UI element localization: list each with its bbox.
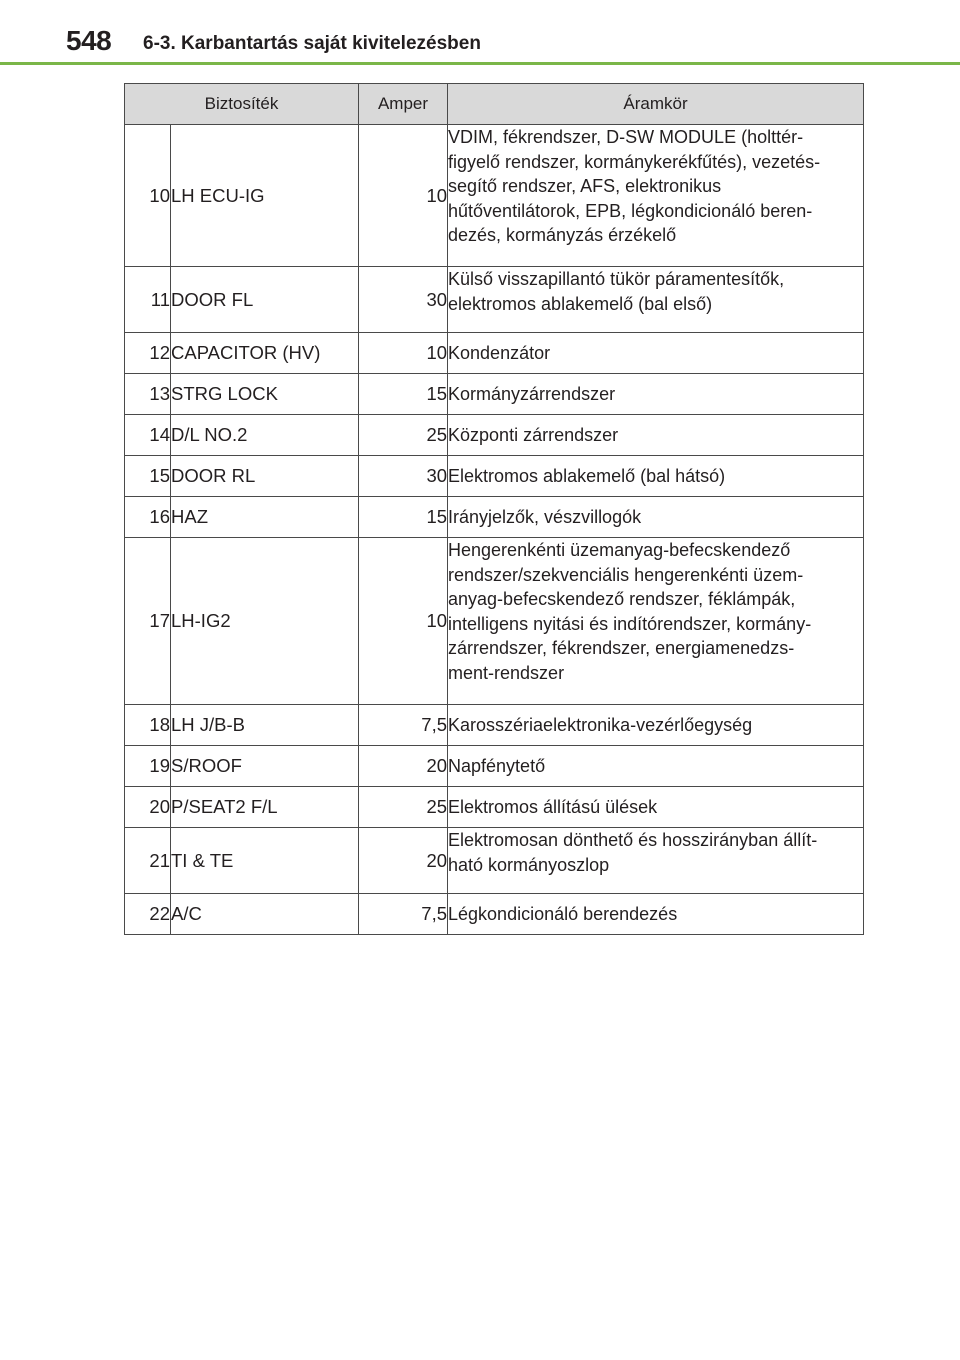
table-row — [125, 828, 864, 894]
fuse-number: 19 — [125, 746, 171, 787]
fuse-number: 15 — [125, 456, 171, 497]
table-row — [125, 787, 864, 828]
fuse-circuit: Hengerenkénti üzemanyag-befecskendező rendszer/szekvenciális hengerenkénti üzem- anyag-befecskendező rendszer, féklámpák, intelligens nyitási és indítórendszer, kormány- zárrendszer, fékrendszer, energiamenedzs- ment-rendszer — [448, 538, 864, 705]
table-row — [125, 267, 864, 333]
fuse-ampere: 20 — [359, 828, 448, 894]
fuse-ampere: 25 — [359, 415, 448, 456]
table-row — [125, 538, 864, 705]
fuse-table — [124, 83, 864, 935]
fuse-circuit: Karosszériaelektronika-vezérlőegység — [448, 705, 864, 746]
fuse-ampere: 10 — [359, 333, 448, 374]
fuse-number: 10 — [125, 125, 171, 267]
table-row — [125, 497, 864, 538]
fuse-circuit: Külső visszapillantó tükör páramentesítők, elektromos ablakemelő (bal első) — [448, 267, 864, 333]
column-header-circuit: Áramkör — [448, 84, 864, 125]
fuse-circuit: Elektromos ablakemelő (bal hátsó) — [448, 456, 864, 497]
table-row — [125, 415, 864, 456]
fuse-ampere: 7,5 — [359, 894, 448, 935]
fuse-name: P/SEAT2 F/L — [171, 787, 359, 828]
fuse-number: 13 — [125, 374, 171, 415]
fuse-circuit: Központi zárrendszer — [448, 415, 864, 456]
fuse-circuit: Elektromos állítású ülések — [448, 787, 864, 828]
fuse-number: 12 — [125, 333, 171, 374]
fuse-ampere: 20 — [359, 746, 448, 787]
fuse-name: D/L NO.2 — [171, 415, 359, 456]
column-header-fuse: Biztosíték — [125, 84, 359, 125]
fuse-name: S/ROOF — [171, 746, 359, 787]
fuse-number: 11 — [125, 267, 171, 333]
table-header-row — [125, 84, 864, 125]
page-number: 548 — [66, 25, 112, 56]
table-row — [125, 746, 864, 787]
fuse-circuit: Irányjelzők, vészvillogók — [448, 497, 864, 538]
fuse-name: DOOR FL — [171, 267, 359, 333]
fuse-ampere: 30 — [359, 267, 448, 333]
fuse-number: 17 — [125, 538, 171, 705]
column-header-amper: Amper — [359, 84, 448, 125]
fuse-number: 22 — [125, 894, 171, 935]
fuse-number: 18 — [125, 705, 171, 746]
fuse-ampere: 10 — [359, 125, 448, 267]
fuse-circuit: Légkondicionáló berendezés — [448, 894, 864, 935]
section-title: 6-3. Karbantartás saját kivitelezésben — [143, 33, 481, 54]
table-row — [125, 894, 864, 935]
fuse-name: DOOR RL — [171, 456, 359, 497]
fuse-number: 14 — [125, 415, 171, 456]
header-divider — [0, 62, 960, 65]
fuse-circuit: Elektromosan dönthető és hosszirányban állít- ható kormányoszlop — [448, 828, 864, 894]
table-row — [125, 456, 864, 497]
fuse-name: HAZ — [171, 497, 359, 538]
fuse-ampere: 15 — [359, 497, 448, 538]
fuse-circuit: Kormányzárrendszer — [448, 374, 864, 415]
table-row — [125, 374, 864, 415]
fuse-number: 16 — [125, 497, 171, 538]
fuse-ampere: 30 — [359, 456, 448, 497]
table-row — [125, 125, 864, 267]
fuse-number: 20 — [125, 787, 171, 828]
fuse-ampere: 10 — [359, 538, 448, 705]
fuse-name: LH-IG2 — [171, 538, 359, 705]
page-header — [0, 0, 960, 70]
fuse-circuit: Napfénytető — [448, 746, 864, 787]
fuse-name: A/C — [171, 894, 359, 935]
fuse-name: CAPACITOR (HV) — [171, 333, 359, 374]
fuse-name: STRG LOCK — [171, 374, 359, 415]
fuse-table-body — [125, 125, 864, 935]
fuse-circuit: VDIM, fékrendszer, D-SW MODULE (holttér- figyelő rendszer, kormánykerékfűtés), vezetés- segítő rendszer, AFS, elektronikus hűtőventilátorok, EPB, légkondicionáló beren- dezés, kormányzás érzékelő — [448, 125, 864, 267]
fuse-name: LH ECU-IG — [171, 125, 359, 267]
fuse-number: 21 — [125, 828, 171, 894]
fuse-circuit: Kondenzátor — [448, 333, 864, 374]
table-row — [125, 333, 864, 374]
fuse-ampere: 15 — [359, 374, 448, 415]
table-row — [125, 705, 864, 746]
fuse-ampere: 25 — [359, 787, 448, 828]
fuse-ampere: 7,5 — [359, 705, 448, 746]
fuse-name: TI & TE — [171, 828, 359, 894]
fuse-name: LH J/B-B — [171, 705, 359, 746]
